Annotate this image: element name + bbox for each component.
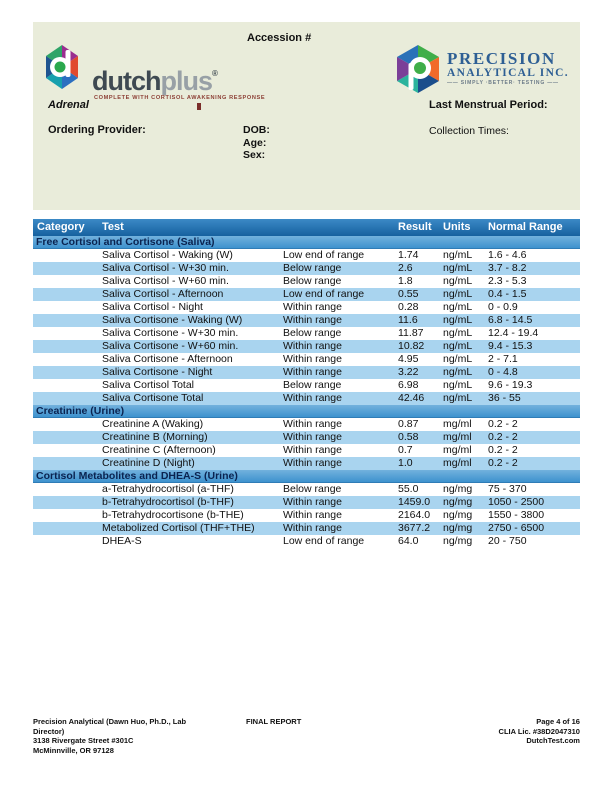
results-table: [33, 219, 580, 548]
report-status: FINAL REPORT: [246, 717, 302, 726]
status-text: Below range: [283, 327, 342, 339]
result-value: 4.95: [398, 353, 419, 365]
footer-meta-block: [328, 717, 580, 755]
normal-range-value: 0.2 - 2: [488, 457, 518, 469]
test-name: Saliva Cortisol - Afternoon: [102, 288, 224, 300]
status-text: Within range: [283, 496, 342, 508]
normal-range-value: 20 - 750: [488, 535, 527, 547]
category-cell: [33, 301, 102, 314]
status-text: Low end of range: [283, 288, 365, 300]
normal-range-value: 36 - 55: [488, 392, 521, 404]
normal-range-value: 12.4 - 19.4: [488, 327, 539, 339]
panel-title: Adrenal: [48, 99, 89, 111]
dutchplus-word2: plus: [160, 66, 213, 96]
units-value: ng/mL: [443, 327, 473, 339]
table-row: [33, 275, 580, 288]
units-value: ng/mL: [443, 301, 473, 313]
table-row: [33, 392, 580, 405]
table-row: [33, 509, 580, 522]
normal-range-value: 1550 - 3800: [488, 509, 545, 521]
test-name: Saliva Cortisone - W+60 min.: [102, 340, 239, 352]
category-cell: [33, 496, 102, 509]
units-value: mg/ml: [443, 418, 472, 430]
units-value: mg/ml: [443, 457, 472, 469]
table-row: [33, 483, 580, 496]
status-text: Below range: [283, 275, 342, 287]
table-row: [33, 418, 580, 431]
table-row: [33, 353, 580, 366]
lab-street-line: 3138 Rivergate Street #301C: [33, 736, 134, 746]
test-name: Saliva Cortisone - Waking (W): [102, 314, 243, 326]
table-row: [33, 444, 580, 457]
status-text: Within range: [283, 418, 342, 430]
category-cell: [33, 509, 102, 522]
table-row: [33, 340, 580, 353]
normal-range-value: 0.2 - 2: [488, 431, 518, 443]
table-row: [33, 379, 580, 392]
result-value: 1.8: [398, 275, 413, 287]
test-name: Saliva Cortisone - Night: [102, 366, 213, 378]
table-row: [33, 249, 580, 262]
precision-tagline: —— SIMPLY ·BETTER· TESTING ——: [447, 80, 559, 86]
result-value: 10.82: [398, 340, 425, 352]
category-cell: [33, 353, 102, 366]
clia-license: CLIA Lic. #38D2047310: [498, 726, 580, 736]
last-menstrual-period-label: Last Menstrual Period:: [429, 99, 548, 111]
report-header-panel: [33, 22, 580, 210]
test-name: Saliva Cortisol - Waking (W): [102, 249, 233, 261]
category-column-header: Category: [37, 221, 85, 233]
dutchplus-tagline: COMPLETE WITH CORTISOL AWAKENING RESPONSE: [94, 95, 266, 101]
normal-range-value: 0.4 - 1.5: [488, 288, 527, 300]
status-text: Within range: [283, 444, 342, 456]
ordering-provider-label: Ordering Provider:: [48, 124, 146, 136]
category-cell: [33, 275, 102, 288]
units-value: ng/mL: [443, 288, 473, 300]
units-value: ng/mL: [443, 314, 473, 326]
status-text: Low end of range: [283, 535, 365, 547]
test-name: Creatinine B (Morning): [102, 431, 208, 443]
table-section-header: Free Cortisol and Cortisone (Saliva): [33, 236, 580, 249]
lab-director-line: Precision Analytical (Dawn Huo, Ph.D., Lab Director): [33, 717, 187, 736]
result-value: 64.0: [398, 535, 419, 547]
table-row: [33, 457, 580, 470]
result-value: 1.0: [398, 457, 413, 469]
category-cell: [33, 535, 102, 548]
dutchplus-tagline-tick: [197, 103, 201, 110]
table-section-header: Cortisol Metabolites and DHEA-S (Urine): [33, 470, 580, 483]
normal-range-value: 9.4 - 15.3: [488, 340, 533, 352]
category-cell: [33, 483, 102, 496]
units-value: mg/ml: [443, 444, 472, 456]
units-value: ng/mg: [443, 496, 473, 508]
lab-city-line: McMinnville, OR 97128: [33, 745, 114, 755]
dob-label: DOB:: [243, 124, 270, 136]
sex-label: Sex:: [243, 149, 266, 161]
category-cell: [33, 431, 102, 444]
test-name: Saliva Cortisol - W+60 min.: [102, 275, 229, 287]
category-cell: [33, 418, 102, 431]
status-text: Below range: [283, 262, 342, 274]
category-cell: [33, 379, 102, 392]
result-value: 2.6: [398, 262, 413, 274]
category-cell: [33, 366, 102, 379]
normal-range-value: 9.6 - 19.3: [488, 379, 533, 391]
normal-range-value: 0 - 4.8: [488, 366, 518, 378]
result-value: 1.74: [398, 249, 419, 261]
result-value: 3.22: [398, 366, 419, 378]
category-cell: [33, 444, 102, 457]
units-value: ng/mL: [443, 262, 473, 274]
table-row: [33, 366, 580, 379]
page-footer: [33, 717, 580, 755]
page-number: Page 4 of 16: [536, 717, 580, 726]
units-value: ng/mg: [443, 509, 473, 521]
normal-range-value: 2.3 - 5.3: [488, 275, 527, 287]
result-value: 1459.0: [398, 496, 431, 508]
result-value: 0.28: [398, 301, 419, 313]
test-column-header: Test: [102, 221, 124, 233]
normal-range-value: 2750 - 6500: [488, 522, 545, 534]
result-value: 55.0: [398, 483, 419, 495]
test-name: Saliva Cortisone Total: [102, 392, 204, 404]
dutchplus-wordmark: [92, 60, 218, 95]
lab-address-block: [33, 717, 219, 755]
test-name: Creatinine D (Night): [102, 457, 195, 469]
units-value: ng/mg: [443, 483, 473, 495]
result-value: 42.46: [398, 392, 425, 404]
dutchplus-hexagon-icon: [45, 44, 79, 90]
result-column-header: Result: [398, 221, 432, 233]
accession-label: Accession #: [247, 32, 312, 44]
result-value: 3677.2: [398, 522, 431, 534]
test-name: Metabolized Cortisol (THF+THE): [102, 522, 255, 534]
test-name: Creatinine A (Waking): [102, 418, 204, 430]
normal-range-value: 2 - 7.1: [488, 353, 518, 365]
status-text: Within range: [283, 314, 342, 326]
result-value: 0.58: [398, 431, 419, 443]
normal-range-value: 1.6 - 4.6: [488, 249, 527, 261]
status-column-header: [283, 219, 398, 236]
units-value: ng/mL: [443, 340, 473, 352]
category-cell: [33, 392, 102, 405]
units-value: mg/ml: [443, 431, 472, 443]
table-row: [33, 301, 580, 314]
test-name: a-Tetrahydrocortisol (a-THF): [102, 483, 234, 495]
normal-range-value: 0 - 0.9: [488, 301, 518, 313]
table-row: [33, 535, 580, 548]
units-value: ng/mL: [443, 366, 473, 378]
units-value: ng/mL: [443, 249, 473, 261]
normal-range-value: 75 - 370: [488, 483, 527, 495]
test-name: Saliva Cortisone - W+30 min.: [102, 327, 239, 339]
test-name: Saliva Cortisone - Afternoon: [102, 353, 233, 365]
status-text: Within range: [283, 340, 342, 352]
category-cell: [33, 249, 102, 262]
test-name: b-Tetrahydrocortisone (b-THE): [102, 509, 244, 521]
results-table-body: [33, 236, 580, 548]
category-cell: [33, 314, 102, 327]
category-cell: [33, 522, 102, 535]
test-name: Saliva Cortisol - Night: [102, 301, 203, 313]
status-text: Within range: [283, 392, 342, 404]
category-cell: [33, 340, 102, 353]
precision-hexagon-icon: [396, 44, 440, 94]
status-text: Within range: [283, 509, 342, 521]
normal-range-value: 6.8 - 14.5: [488, 314, 533, 326]
status-text: Below range: [283, 483, 342, 495]
results-table-header: [33, 219, 580, 236]
category-cell: [33, 327, 102, 340]
table-section-header: Creatinine (Urine): [33, 405, 580, 418]
table-row: [33, 431, 580, 444]
normal-range-value: 0.2 - 2: [488, 418, 518, 430]
result-value: 11.6: [398, 314, 418, 326]
result-value: 0.55: [398, 288, 419, 300]
table-row: [33, 288, 580, 301]
website-text: DutchTest.com: [526, 736, 580, 746]
units-value: ng/mg: [443, 522, 473, 534]
result-value: 0.7: [398, 444, 413, 456]
test-name: b-Tetrahydrocortisol (b-THF): [102, 496, 234, 508]
test-name: Saliva Cortisol Total: [102, 379, 195, 391]
precision-name-line2: ANALYTICAL INC.: [447, 67, 569, 79]
table-row: [33, 327, 580, 340]
status-text: Within range: [283, 301, 342, 313]
units-column-header: Units: [443, 221, 471, 233]
units-value: ng/mL: [443, 353, 473, 365]
registered-mark: ®: [212, 69, 218, 78]
result-value: 0.87: [398, 418, 419, 430]
units-value: ng/mL: [443, 392, 473, 404]
normal-range-column-header: Normal Range: [488, 221, 563, 233]
result-value: 11.87: [398, 327, 424, 339]
status-text: Below range: [283, 379, 342, 391]
category-cell: [33, 457, 102, 470]
test-name: Saliva Cortisol - W+30 min.: [102, 262, 229, 274]
category-cell: [33, 288, 102, 301]
units-value: ng/mL: [443, 275, 473, 287]
table-row: [33, 314, 580, 327]
precision-wordmark: [447, 50, 569, 86]
normal-range-value: 0.2 - 2: [488, 444, 518, 456]
result-value: 6.98: [398, 379, 419, 391]
table-row: [33, 522, 580, 535]
table-row: [33, 262, 580, 275]
table-row: [33, 496, 580, 509]
result-value: 2164.0: [398, 509, 431, 521]
status-text: Within range: [283, 431, 342, 443]
units-value: ng/mg: [443, 535, 473, 547]
status-text: Low end of range: [283, 249, 365, 261]
collection-times-label: Collection Times:: [429, 125, 509, 137]
normal-range-value: 1050 - 2500: [488, 496, 545, 508]
age-label: Age:: [243, 136, 267, 149]
normal-range-value: 3.7 - 8.2: [488, 262, 527, 274]
dutchplus-word1: dutch: [92, 66, 161, 96]
test-name: DHEA-S: [102, 535, 142, 547]
status-text: Within range: [283, 457, 342, 469]
test-name: Creatinine C (Afternoon): [102, 444, 216, 456]
status-text: Within range: [283, 522, 342, 534]
patient-demographics-labels: [243, 124, 270, 162]
status-text: Within range: [283, 366, 342, 378]
status-text: Within range: [283, 353, 342, 365]
units-value: ng/mL: [443, 379, 473, 391]
precision-name-line1: PRECISION: [447, 49, 556, 68]
category-cell: [33, 262, 102, 275]
